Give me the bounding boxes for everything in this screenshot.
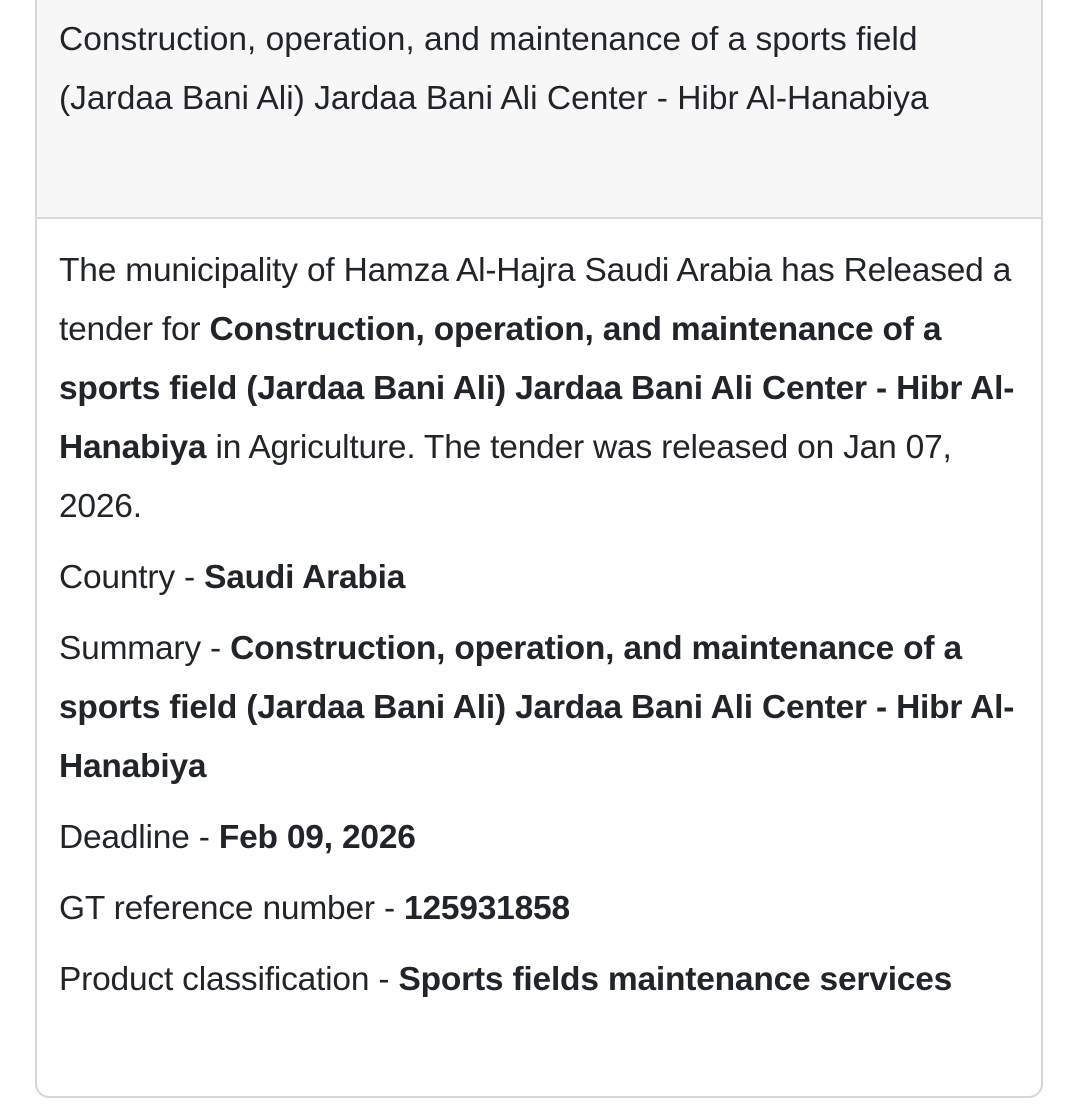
intro-tender-title: Construction, operation, and maintenance of a sports field (Jardaa Bani Ali) Jardaa Bani Ali Center - Hibr Al-Hanabiya <box>59 311 1015 466</box>
field-label: Product classification - <box>59 961 399 998</box>
tender-title: Construction, operation, and maintenance of a sports field (Jardaa Bani Ali) Jardaa Bani Ali Center - Hibr Al-Hanabiya <box>59 21 929 117</box>
field-deadline <box>59 808 1019 867</box>
field-gt-reference-number <box>59 879 1019 938</box>
intro-release-date: Jan 07, 2026 <box>59 429 952 525</box>
field-value: Construction, operation, and maintenance of a sports field (Jardaa Bani Ali) Jardaa Bani Ali Center - Hibr Al-Hanabiya <box>59 630 1015 785</box>
field-value: Feb 09, 2026 <box>218 819 416 856</box>
field-summary <box>59 619 1019 796</box>
field-product-classification <box>59 950 1019 1009</box>
intro-suffix: . <box>132 488 142 525</box>
intro-middle: in Agriculture. The tender was released on <box>206 429 844 466</box>
tender-card-body <box>37 219 1041 1009</box>
field-label: Summary - <box>59 630 231 667</box>
field-value: Sports fields maintenance services <box>398 961 953 998</box>
field-country <box>59 548 1019 607</box>
intro-prefix: The municipality of Hamza Al-Hajra Saudi Arabia has Released a tender for <box>59 252 1012 348</box>
tender-card <box>35 0 1043 1098</box>
field-value: Saudi Arabia <box>204 559 406 596</box>
tender-intro <box>59 241 1019 536</box>
field-value: 125931858 <box>404 890 570 927</box>
field-label: Deadline - <box>59 819 219 856</box>
tender-card-header <box>37 0 1041 219</box>
field-label: Country - <box>59 559 205 596</box>
field-label: GT reference number - <box>59 890 405 927</box>
